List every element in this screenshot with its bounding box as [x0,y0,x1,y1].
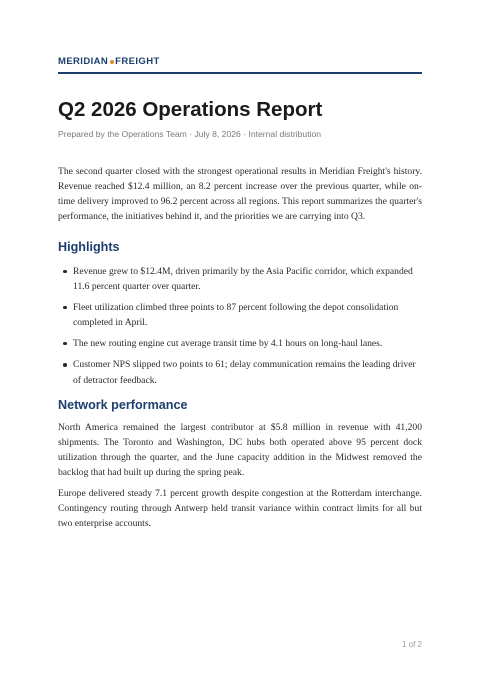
highlight-item [58,336,422,351]
brand-logo [58,56,160,67]
highlights-list [58,264,422,394]
bullet-icon [63,363,67,367]
intro-paragraph: The second quarter closed with the strongest operational results in Meridian Freight's history. Revenue reached $12.4 million, an 8.2 percent increase over the previous quarter, while on-time delivery improved to 96.2 percent across all regions. This report summarizes the quarter's performance, the initiatives behind it, and the priorities we are carrying into Q3. [58,166,422,223]
bullet-icon [63,342,67,346]
network-heading: Network performance [58,398,188,412]
highlight-item [58,300,422,330]
network-paragraph: Europe delivered steady 7.1 percent growth despite congestion at the Rotterdam interchange. Contingency routing through Antwerp held transit variance within contract limits for all but two enterprise accounts. [58,488,422,530]
document-title: Q2 2026 Operations Report [58,98,323,121]
highlight-item [58,357,422,387]
brand-name-left: MERIDIAN [58,56,109,67]
document-meta: Prepared by the Operations Team · July 8, 2026 · Internal distribution [58,129,322,139]
highlight-text: Revenue grew to $12.4M, driven primarily by the Asia Pacific corridor, which expanded 11.6 percent quarter over quarter. [73,266,413,293]
page-number: 1 of 2 [401,640,422,649]
bullet-icon [63,270,67,274]
bullet-icon [63,306,67,310]
brand-name-right: FREIGHT [115,56,160,67]
header-rule [58,72,422,74]
highlight-text: Customer NPS slipped two points to 61; delay communication remains the leading driver of detractor feedback. [73,359,416,386]
network-paragraph: North America remained the largest contributor at $5.8 million in revenue with 41,200 shipments. The Toronto and Washington, DC hubs both operated above 95 percent dock utilization through the quarter, and the June capacity addition in the Midwest removed the backlog that had built up during the spring peak. [58,422,422,479]
highlights-heading: Highlights [58,240,120,254]
highlight-item [58,264,422,294]
brand-dot-icon [110,60,114,64]
highlight-text: Fleet utilization climbed three points to 87 percent following the depot consolidation completed in April. [73,302,399,329]
highlight-text: The new routing engine cut average transit time by 4.1 hours on long-haul lanes. [73,338,383,350]
